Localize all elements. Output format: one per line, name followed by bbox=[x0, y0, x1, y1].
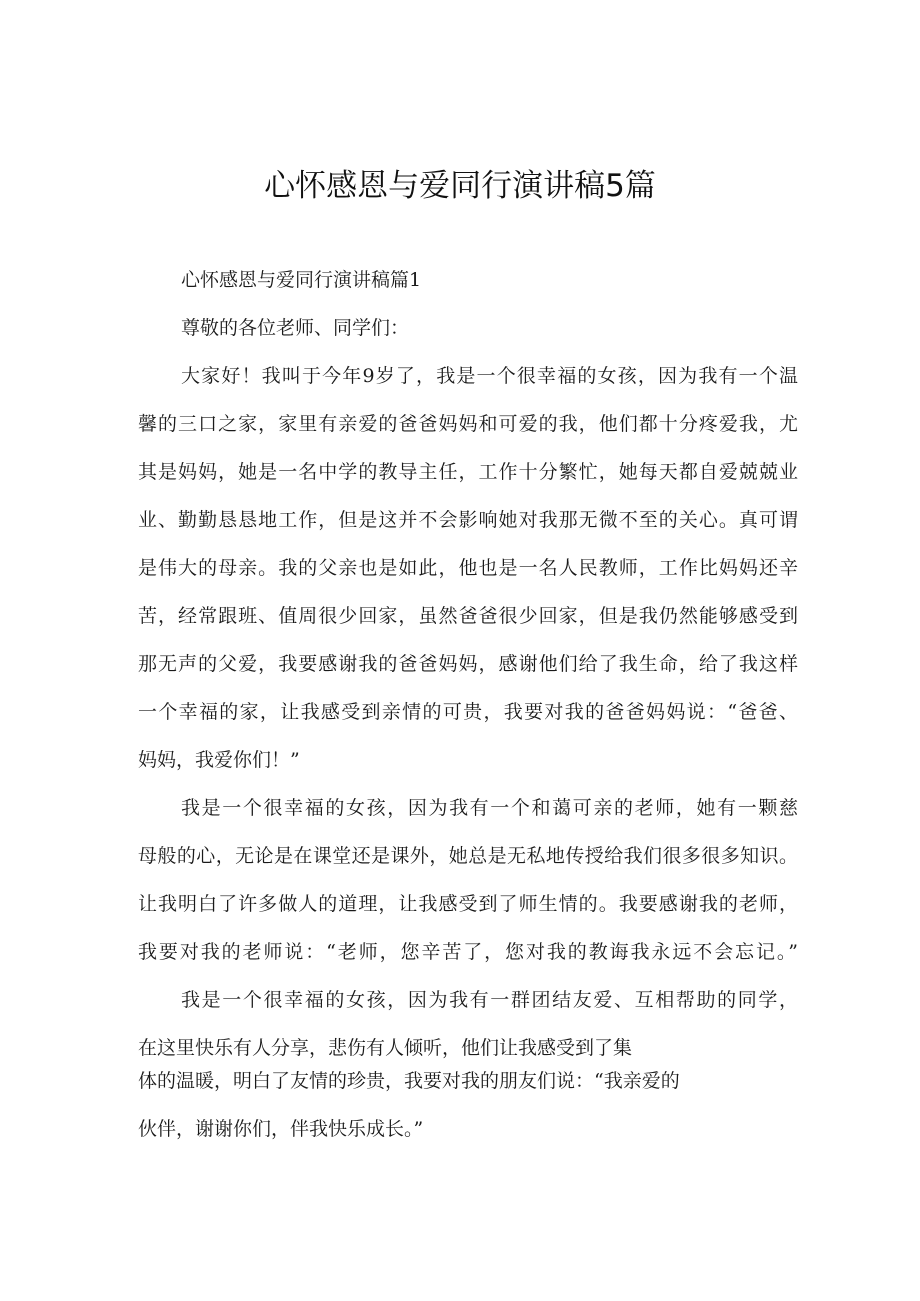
paragraph-line: 那无声的父爱，我要感谢我的爸爸妈妈，感谢他们给了我生命，给了我这样 bbox=[138, 653, 798, 675]
paragraph-line: 一个幸福的家，让我感受到亲情的可贵，我要对我的爸爸妈妈说：“爸爸、 bbox=[138, 701, 798, 723]
paragraph-line: 在这里快乐有人分享，悲伤有人倾听，他们让我感受到了集 bbox=[138, 1037, 633, 1059]
paragraph-line: 母般的心，无论是在课堂还是课外，她总是无私地传授给我们很多很多知识。 bbox=[138, 845, 798, 867]
paragraph-line: 我要对我的老师说：“老师，您辛苦了，您对我的教诲我永远不会忘记。” bbox=[138, 941, 798, 963]
section-heading: 心怀感恩与爱同行演讲稿篇1 bbox=[181, 269, 422, 291]
paragraph-line: 我是一个很幸福的女孩，因为我有一群团结友爱、互相帮助的同学， bbox=[181, 989, 798, 1011]
paragraph-line: 是伟大的母亲。我的父亲也是如此，他也是一名人民教师，工作比妈妈还辛 bbox=[138, 557, 798, 579]
paragraph-line: 体的温暖，明白了友情的珍贵，我要对我的朋友们说：“我亲爱的 bbox=[138, 1070, 680, 1092]
paragraph-line: 让我明白了许多做人的道理，让我感受到了师生情的。我要感谢我的老师， bbox=[138, 893, 798, 915]
paragraph-line: 我是一个很幸福的女孩，因为我有一个和蔼可亲的老师，她有一颗慈 bbox=[181, 797, 798, 819]
salutation: 尊敬的各位老师、同学们： bbox=[181, 317, 410, 339]
paragraph-line: 业、勤勤恳恳地工作，但是这并不会影响她对我那无微不至的关心。真可谓 bbox=[138, 509, 798, 531]
paragraph-line: 大家好！我叫于今年9岁了，我是一个很幸福的女孩，因为我有一个温 bbox=[181, 365, 798, 387]
paragraph-line: 馨的三口之家，家里有亲爱的爸爸妈妈和可爱的我，他们都十分疼爱我，尤 bbox=[138, 413, 798, 435]
paragraph-line: 苦，经常跟班、值周很少回家，虽然爸爸很少回家，但是我仍然能够感受到 bbox=[138, 605, 798, 627]
paragraph-line: 其是妈妈，她是一名中学的教导主任，工作十分繁忙，她每天都自爱兢兢业 bbox=[138, 461, 798, 483]
document-title: 心怀感恩与爱同行演讲稿5篇 bbox=[264, 168, 656, 204]
paragraph-line: 伙伴，谢谢你们，伴我快乐成长。” bbox=[138, 1118, 424, 1140]
paragraph-line: 妈妈，我爱你们！” bbox=[138, 749, 300, 771]
